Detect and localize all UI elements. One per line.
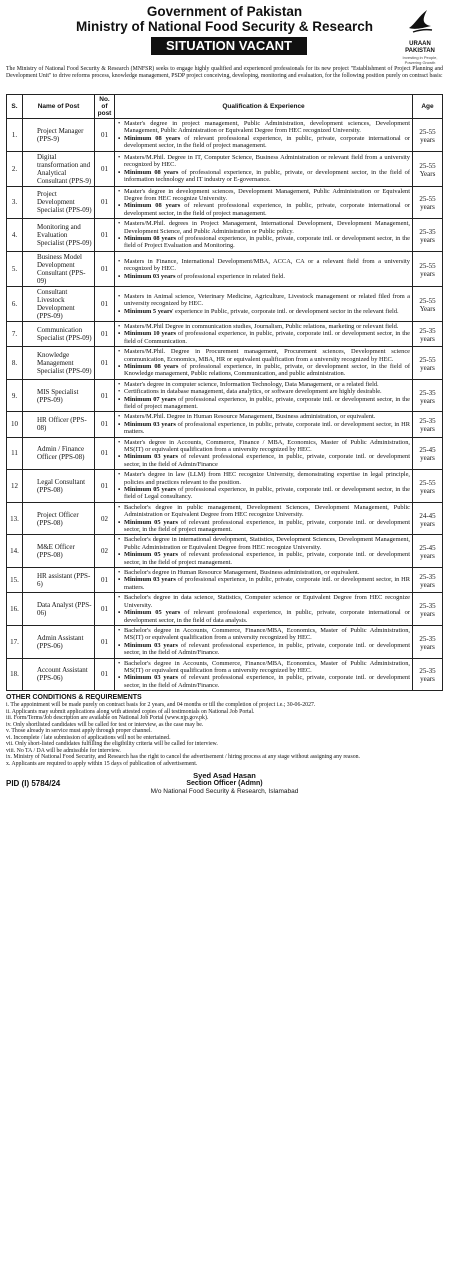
header-post: Name of Post [23,95,95,119]
qualification-cell [115,186,413,219]
condition-item: vii. Only short-listed candidates fulfilling the eligibility criteria will be called for interview. [6,741,218,748]
serial-number: 15. [7,568,23,593]
qualification-item: ▪ Minimum 10 years of professional experience, in public, private, corporate intl. or development sector, in the field of Communication. [117,330,410,345]
serial-number: 2. [7,151,23,186]
number-of-posts: 01 [95,321,115,346]
table-row [7,568,443,593]
post-name: Project Officer (PPS-08) [23,502,95,535]
age-limit: 25-55 years [413,251,443,286]
post-name: Communication Specialist (PPS-09) [23,321,95,346]
qualification-cell [115,658,413,691]
qualification-item: ▪ Minimum 08 years of professional experience, in public, private, or development sector, in the field of information technology and IT industry or E-governance. [117,169,410,184]
number-of-posts: 01 [95,286,115,321]
age-limit: 25-35 years [413,321,443,346]
conditions-title: OTHER CONDITIONS & REQUIREMENTS [6,694,142,702]
table-body [7,119,443,691]
qualification-item: ▪ Minimum 03 years of relevant professional experience, in public, private, corporate intl. or development sector, in the field of Admin/Finance. [117,642,410,657]
number-of-posts: 01 [95,379,115,412]
number-of-posts: 02 [95,535,115,568]
qualification-item: • Master's degree in law (LLM) from HEC recognize University, demonstrating expertise in legal principle, policies and practices relevant to the position. [117,471,410,486]
serial-number: 10 [7,412,23,437]
condition-item: x. Applicants are required to apply within 15 days of publication of advertisement. [6,760,198,767]
conditions-list [6,702,443,767]
qualification-item: • Bachelor's degree in data science, Statistics, Computer science or Equivalent Degree from HEC recognize University. [117,594,410,609]
pid-number: PID (I) 5784/24 [6,779,61,789]
header-sno: S. [7,95,23,119]
age-limit: 25-35 years [413,658,443,691]
qualification-cell [115,286,413,321]
table-row [7,379,443,412]
qualification-item: • Bachelor's degree in public management, Development Sciences, Development Management, Public Administration or Equivalent Degree from HEC recognize University. [117,504,410,519]
age-limit: 25-35 years [413,219,443,252]
conditions-section [6,694,443,767]
qualification-item: • Certifications in database management, data analytics, or software development are highly desirable. [117,388,410,395]
qualification-item: ▪ Minimum 05 years of professional experience, in public, private, corporate intl. or development sector, in the field of Legal consultancy. [117,486,410,501]
government-title: Government of Pakistan [146,4,303,19]
table-row [7,286,443,321]
post-name: HR Officer (PPS-08) [23,412,95,437]
table-row [7,251,443,286]
serial-number: 18. [7,658,23,691]
qualification-cell [115,437,413,470]
table-header-row [7,95,443,119]
number-of-posts: 01 [95,593,115,626]
qualification-item: ▪ Minimum 03 years of relevant professional experience, in public, private, corporate intl. or development sector, in the field of Admin/Finance [117,453,410,468]
table-row [7,593,443,626]
condition-item: vi. Incomplete / late submission of applications will not be entertained. [6,734,171,741]
footer [6,771,443,811]
number-of-posts: 01 [95,412,115,437]
condition-item: iv. Only shortlisted candidates will be called for test or interview, as the case may be. [6,721,204,728]
number-of-posts: 01 [95,186,115,219]
qualification-cell [115,151,413,186]
table-row [7,658,443,691]
qualification-cell [115,568,413,593]
ministry-title: Ministry of National Food Security & Research [75,19,374,34]
age-limit: 25-45 years [413,535,443,568]
qualification-item: • Master's degree in development sciences, Development Management, Public Administration or Equivalent Degree from HEC recognize University. [117,188,410,203]
serial-number: 12 [7,470,23,503]
qualification-cell [115,625,413,658]
qualification-item: ▪ Minimum 05 years of relevant professional experience, in public, private, corporate intl. or development sector, in the field of project management. [117,551,410,566]
qualification-item: ▪ Minimum 03 years of professional experience in related field. [117,273,410,280]
qualification-cell [115,347,413,380]
qualification-cell [115,219,413,252]
post-name: HR assistant (PPS-6) [23,568,95,593]
serial-number: 3. [7,186,23,219]
table-row [7,437,443,470]
table-row [7,321,443,346]
post-name: Account Assistant (PPS-06) [23,658,95,691]
qualification-cell [115,379,413,412]
table-row [7,625,443,658]
age-limit: 25-35 years [413,379,443,412]
qualification-item: • Master's degree in computer science, Information Technology, Data Management, or a related field. [117,381,410,388]
age-limit: 25-55 years [413,470,443,503]
qualification-item: • Masters/M.Phil. Degree in Human Resource Management, Business administration, or equivalent. [117,413,410,420]
post-name: Knowledge Management Specialist (PPS-09) [23,347,95,380]
number-of-posts: 01 [95,119,115,152]
header-age: Age [413,95,443,119]
age-limit: 25-55 years [413,186,443,219]
uraan-pakistan-logo [399,6,441,66]
qualification-item: ▪ Minimum 08 years of relevant professional experience, in public, private, corporate international or development sector, in the field of project management. [117,135,410,150]
qualification-cell [115,502,413,535]
table-row [7,119,443,152]
condition-item: ii. Applicants may submit applications along with attested copies of all testimonials on National Job Portal. [6,708,255,715]
serial-number: 7. [7,321,23,346]
logo-tagline: Investing in People, Powering Growth [402,55,438,65]
condition-item: viii. No TA / DA will be admissible for interview. [6,747,121,754]
table-row [7,347,443,380]
signatory-designation: Section Officer (Admn) [186,780,263,788]
serial-number: 14. [7,535,23,568]
serial-number: 9. [7,379,23,412]
qualification-cell [115,470,413,503]
qualification-item: ▪ Minimum 5 years' experience in Public, private, corporate intl. or development sector in the relevant field. [117,308,410,315]
serial-number: 13. [7,502,23,535]
qualification-item: • Masters/M.Phil Degree in communication studies, Journalism, Public relations, marketing or relevant field. [117,323,410,330]
number-of-posts: 02 [95,502,115,535]
number-of-posts: 01 [95,151,115,186]
qualification-item: • Masters/M.Phil. Degree in Procurement management, Procurement sciences, Development science communication, Economics, MBA, HR or equivalent qualification from a university recognized by HEC. [117,348,410,363]
age-limit: 24-45 years [413,502,443,535]
qualification-item: ▪ Minimum 08 years of professional experience, in public, private, corporate intl. or development sector, in the field of Project Evaluation and Monitoring. [117,235,410,250]
qualification-item: • Bachelor's degree in Accounts, Commerce, Finance/MBA, Economics, Master of Public Administration, MS(IT) or equivalent qualification from a university recognized by HEC. [117,627,410,642]
age-limit: 25-35 years [413,412,443,437]
serial-number: 6. [7,286,23,321]
qualification-cell [115,412,413,437]
qualification-item: • Masters in Finance, International Development/MBA, ACCA, CA or a relevant field from a university recognized by HEC. [117,258,410,273]
post-name: M&E Officer (PPS-08) [23,535,95,568]
serial-number: 8. [7,347,23,380]
age-limit: 25-35 years [413,593,443,626]
condition-item: ix. Ministry of National Food Security, and Research has the right to cancel the advertisement / hiring process at any stage without assigning any reason. [6,754,360,761]
post-name: Monitoring and Evaluation Specialist (PPS-09) [23,219,95,252]
serial-number: 1. [7,119,23,152]
qualification-cell [115,535,413,568]
condition-item: iii. Form/Terms/Job description are available on National Job Portal (www.njp.gov.pk). [6,715,209,722]
qualification-cell [115,251,413,286]
post-name: MIS Specialist (PPS-09) [23,379,95,412]
uraan-logo-icon [405,6,435,36]
table-row [7,470,443,503]
post-name: Admin Assistant (PPS-06) [23,625,95,658]
number-of-posts: 01 [95,219,115,252]
signature-block [6,771,443,796]
table-row [7,502,443,535]
table-row [7,412,443,437]
qualification-item: ▪ Minimum 03 years of professional experience, in public, private, corporate intl. or development sector, in HR matters. [117,421,410,436]
qualification-item: ▪ Minimum 05 years of relevant professional experience, in public, private, corporate intl. or development sector, in the field of project management. [117,519,410,534]
qualification-item: • Masters in Animal science, Veterinary Medicine, Agriculture, Livestock management or related filed from a university recognized by HEC. [117,293,410,308]
serial-number: 16. [7,593,23,626]
post-name: Project Manager (PPS-9) [23,119,95,152]
number-of-posts: 01 [95,625,115,658]
serial-number: 17. [7,625,23,658]
logo-text: URAAN PAKISTAN [405,41,435,54]
number-of-posts: 01 [95,437,115,470]
post-name: Admin / Finance Officer (PPS-08) [23,437,95,470]
post-name: Data Analyst (PPS-06) [23,593,95,626]
qualification-item: ▪ Minimum 05 years of relevant professional experience, in public, private, corporate international or development sector, in the field of data analysis. [117,609,410,624]
post-name: Legal Consultant (PPS-08) [23,470,95,503]
qualification-item: ▪ Minimum 07 years of professional experience, in public, private, corporate intl. or development sector, in the field of project management. [117,396,410,411]
table-row [7,186,443,219]
age-limit: 25-55 years [413,347,443,380]
age-limit: 25-35 years [413,568,443,593]
qualification-item: • Bachelor's degree in Accounts, Commerce, Finance/MBA, Economics, Master of Public Administration, MS(IT) or equivalent qualification from a university recognized by HEC. [117,660,410,675]
condition-item: v. Those already in service must apply through proper channel. [6,728,152,735]
vacancies-table [6,94,443,691]
qualification-item: ▪ Minimum 03 years of professional experience, in public, private, corporate intl. or development sector, in HR matters. [117,576,410,591]
number-of-posts: 01 [95,251,115,286]
number-of-posts: 01 [95,568,115,593]
serial-number: 11 [7,437,23,470]
serial-number: 4. [7,219,23,252]
qualification-item: ▪ Minimum 08 years of relevant professional experience, in public, private, corporate international or development sector, in the field of project management. [117,202,410,217]
table-row [7,219,443,252]
number-of-posts: 01 [95,347,115,380]
situation-vacant-banner: SITUATION VACANT [151,37,307,55]
number-of-posts: 01 [95,470,115,503]
post-name: Digital transformation and Analytical Consultant (PPS-9) [23,151,95,186]
signatory-name: Syed Asad Hasan [193,771,256,781]
qualification-item: • Masters/M.Phil. degrees in Project Management, International Development, Development Management, Development Science, and Public Administration or Public policy. [117,220,410,235]
post-name: Consultant Livestock Development (PPS-09) [23,286,95,321]
qualification-cell [115,321,413,346]
qualification-item: • Masters/M.Phil. Degree in IT, Computer Science, Business Administration or relevant field from a university recognized by HEC. [117,154,410,169]
age-limit: 25-55 Years [413,151,443,186]
qualification-item: • Bachelor's degree in international development, Statistics, Development Sciences, Development Management, Public Administration or Equivalent Degree from HEC recognize University. [117,536,410,551]
qualification-item: • Bachelor's degree in Human Resource Management, Business administration, or equivalent. [117,569,410,576]
table-row [7,535,443,568]
signatory-organization: M/o National Food Security & Research, Islamabad [150,788,299,796]
qualification-cell [115,119,413,152]
header-no-of-post: No. of post [95,95,115,119]
header-qualification: Qualification & Experience [115,95,413,119]
condition-item: i. The appointment will be made purely on contract basis for 2 years, and 04 months or till the completion of project i.e.; 30-06-2027. [6,702,316,709]
table-row [7,151,443,186]
age-limit: 25-35 years [413,625,443,658]
age-limit: 25-55 years [413,119,443,152]
qualification-item: • Master's degree in Accounts, Commerce, Finance / MBA, Economics, Master of Public Administration, MS(IT) or equivalent qualification from a university recognized by HEC. [117,439,410,454]
qualification-item: ▪ Minimum 03 years of relevant professional experience, in public, private, corporate intl. or development sector, in the field of Admin/Finance. [117,674,410,689]
post-name: Project Development Specialist (PPS-09) [23,186,95,219]
number-of-posts: 01 [95,658,115,691]
intro-paragraph: The Ministry of National Food Security & Research (MNFSR) seeks to engage highly qualified and experienced professionals for its new project "Establishment of Project Planning and Development Unit" to drive reforms process, knowledge management, PSDP project conceiving, developing, monitoring and evaluation, for the following position purely on contract basis: [6,66,443,79]
header [6,4,443,66]
age-limit: 25-55 Years [413,286,443,321]
post-name: Business Model Development Consultant (PPS-09) [23,251,95,286]
age-limit: 25-45 years [413,437,443,470]
qualification-item: ▪ Minimum 08 years of professional experience, in public, private, or development sector, in the field of Knowledge management, Public relations, Communication, and public administration. [117,363,410,378]
serial-number: 5. [7,251,23,286]
qualification-cell [115,593,413,626]
qualification-item: • Master's degree in project management, Public Administration, development sciences, Development Management, Public Administration or Equivalent Degree from HEC recognized University. [117,120,410,135]
